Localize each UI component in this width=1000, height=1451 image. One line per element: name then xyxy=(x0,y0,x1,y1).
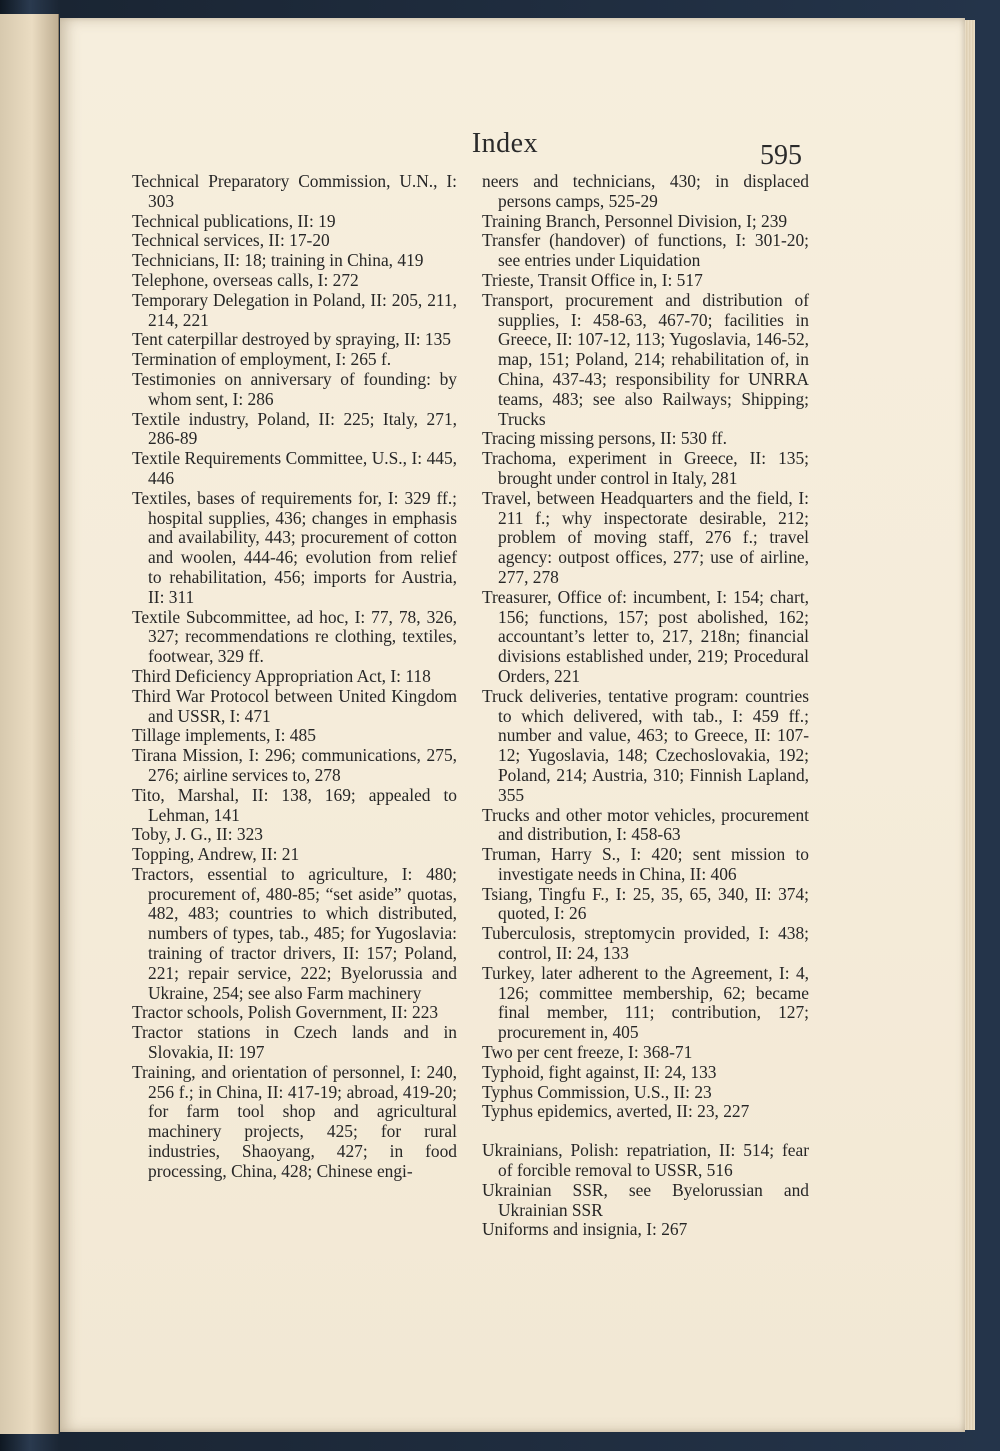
index-entry: Toby, J. G., II: 323 xyxy=(132,824,263,845)
index-entry: Typhoid, fight against, II: 24, 133 xyxy=(482,1061,717,1082)
index-entry: Ukrainians, Polish: repatriation, II: 514; fear of forcible removal to USSR, 516 xyxy=(482,1140,809,1181)
index-entry: Tsiang, Tingfu F., I: 25, 35, 65, 340, II: 374; quoted, I: 26 xyxy=(482,883,809,924)
index-entry: Tractor stations in Czech lands and in Slovakia, II: 197 xyxy=(132,1022,457,1063)
index-entry: Trucks and other motor vehicles, procurement and distribution, I: 458-63 xyxy=(482,804,809,845)
index-entry: Uniforms and insignia, I: 267 xyxy=(482,1219,688,1240)
index-entry: Tillage implements, I: 485 xyxy=(132,725,316,746)
facing-page-edge xyxy=(0,14,59,1434)
index-entry: Travel, between Headquarters and the field, I: 211 f.; why inspectorate desirable, 212; problem of moving staff, 276 f.; travel agency: outpost offices, 277; use of airline, 277, 278 xyxy=(482,487,809,587)
index-entry: Training, and orientation of personnel, I: 240, 256 f.; in China, II: 417-19; abroad, 419-20; for farm tool shop and agricultural machinery projects, 425; for rural industries, Shaoyang, 427; in food processing, China, 428; Chinese engi- xyxy=(132,1061,457,1181)
index-entry: Tractor schools, Polish Government, II: 223 xyxy=(132,1002,439,1023)
index-entry: Transport, procurement and distribution of supplies, I: 458-63, 467-70; facilities in Greece, II: 107-12, 113; Yugoslavia, 146-52, map, 151; Poland, 214; rehabilitation of, in China, 437-43; responsibility for UNRRA teams, 483; see also Railways; Shipping; Trucks xyxy=(482,289,809,429)
index-entry: Textiles, bases of requirements for, I: 329 ff.; hospital supplies, 436; changes in emphasis and availability, 443; procurement of cotton and woolen, 444-46; evolution from relief to rehabilitation, 456; imports for Austria, II: 311 xyxy=(132,487,457,607)
page-number: 595 xyxy=(760,140,802,171)
index-entry: Tent caterpillar destroyed by spraying, II: 135 xyxy=(132,329,451,350)
index-entry: Two per cent freeze, I: 368-71 xyxy=(482,1042,693,1063)
index-entry: Trieste, Transit Office in, I: 517 xyxy=(482,269,703,290)
index-entry: Third Deficiency Appropriation Act, I: 118 xyxy=(132,665,431,686)
index-column-right xyxy=(482,172,809,1240)
index-entry: Topping, Andrew, II: 21 xyxy=(132,844,300,865)
index-entry: Tuberculosis, streptomycin provided, I: 438; control, II: 24, 133 xyxy=(482,923,809,964)
index-entry: Textile Requirements Committee, U.S., I: 445, 446 xyxy=(132,448,457,488)
index-entry: Tirana Mission, I: 296; communications, 275, 276; airline services to, 278 xyxy=(132,745,457,785)
index-entry: Typhus epidemics, averted, II: 23, 227 xyxy=(482,1101,750,1122)
index-entry: Truman, Harry S., I: 420; sent mission to investigate needs in China, II: 406 xyxy=(482,844,809,884)
index-entry: Truck deliveries, tentative program: countries to which delivered, with tab., I: 459 ff.; number and value, 463; to Greece, II: 107-12; Yugoslavia, 148; Czechoslovakia, 192; Poland, 214; Austria, 310; Finnish Lapland, 355 xyxy=(482,685,809,805)
index-entry: neers and technicians, 430; in displaced persons camps, 525-29 xyxy=(482,171,809,211)
index-entry: Ukrainian SSR, see Byelorussian and Ukrainian SSR xyxy=(482,1179,809,1220)
index-entry: Textile industry, Poland, II: 225; Italy, 271, 286-89 xyxy=(132,408,457,449)
index-entry: Termination of employment, I: 265 f. xyxy=(132,349,392,370)
page-stack-edge xyxy=(965,20,975,1430)
index-entry: Technical publications, II: 19 xyxy=(132,210,336,231)
index-entry: Technicians, II: 18; training in China, 419 xyxy=(132,250,424,271)
index-entry: Tito, Marshal, II: 138, 169; appealed to Lehman, 141 xyxy=(132,784,457,825)
index-entry: Typhus Commission, U.S., II: 23 xyxy=(482,1081,712,1102)
index-entry: Trachoma, experiment in Greece, II: 135; brought under control in Italy, 281 xyxy=(482,448,809,488)
index-entry: Tractors, essential to agriculture, I: 480; procurement of, 480-85; “set aside” quotas, 482, 483; countries to which distributed, numbers of types, tab., 485; for Yugoslavia: training of tractor drivers, II: 157; Poland, 221; repair service, 222; Byelorussia and Ukraine, 254; see also Farm machinery xyxy=(132,863,457,1003)
index-entry: Technical services, II: 17-20 xyxy=(132,230,330,251)
index-entry: Telephone, overseas calls, I: 272 xyxy=(132,269,359,290)
page-title: Index xyxy=(471,128,539,159)
index-entry: Training Branch, Personnel Division, I; 239 xyxy=(482,210,788,231)
index-entry: Technical Preparatory Commission, U.N., I: 303 xyxy=(132,171,457,211)
index-entry: Transfer (handover) of functions, I: 301-20; see entries under Liquidation xyxy=(482,230,809,271)
index-entry: Turkey, later adherent to the Agreement, I: 4, 126; committee membership, 62; became final member, 111; contribution, 127; procurement in, 405 xyxy=(482,962,809,1043)
index-entry: Treasurer, Office of: incumbent, I: 154; chart, 156; functions, 157; post abolished, 162; accountant’s letter to, 217, 218n; financial divisions established under, 219; Procedural Orders, 221 xyxy=(482,586,809,686)
index-entry: Temporary Delegation in Poland, II: 205, 211, 214, 221 xyxy=(132,289,457,330)
index-column-left xyxy=(132,172,457,1182)
index-entry: Tracing missing persons, II: 530 ff. xyxy=(482,428,727,449)
index-entry: Textile Subcommittee, ad hoc, I: 77, 78, 326, 327; recommendations re clothing, textiles, footwear, 329 ff. xyxy=(132,606,457,667)
index-entry: Third War Protocol between United Kingdom and USSR, I: 471 xyxy=(132,685,457,726)
index-entry: Testimonies on anniversary of founding: by whom sent, I: 286 xyxy=(132,368,457,409)
